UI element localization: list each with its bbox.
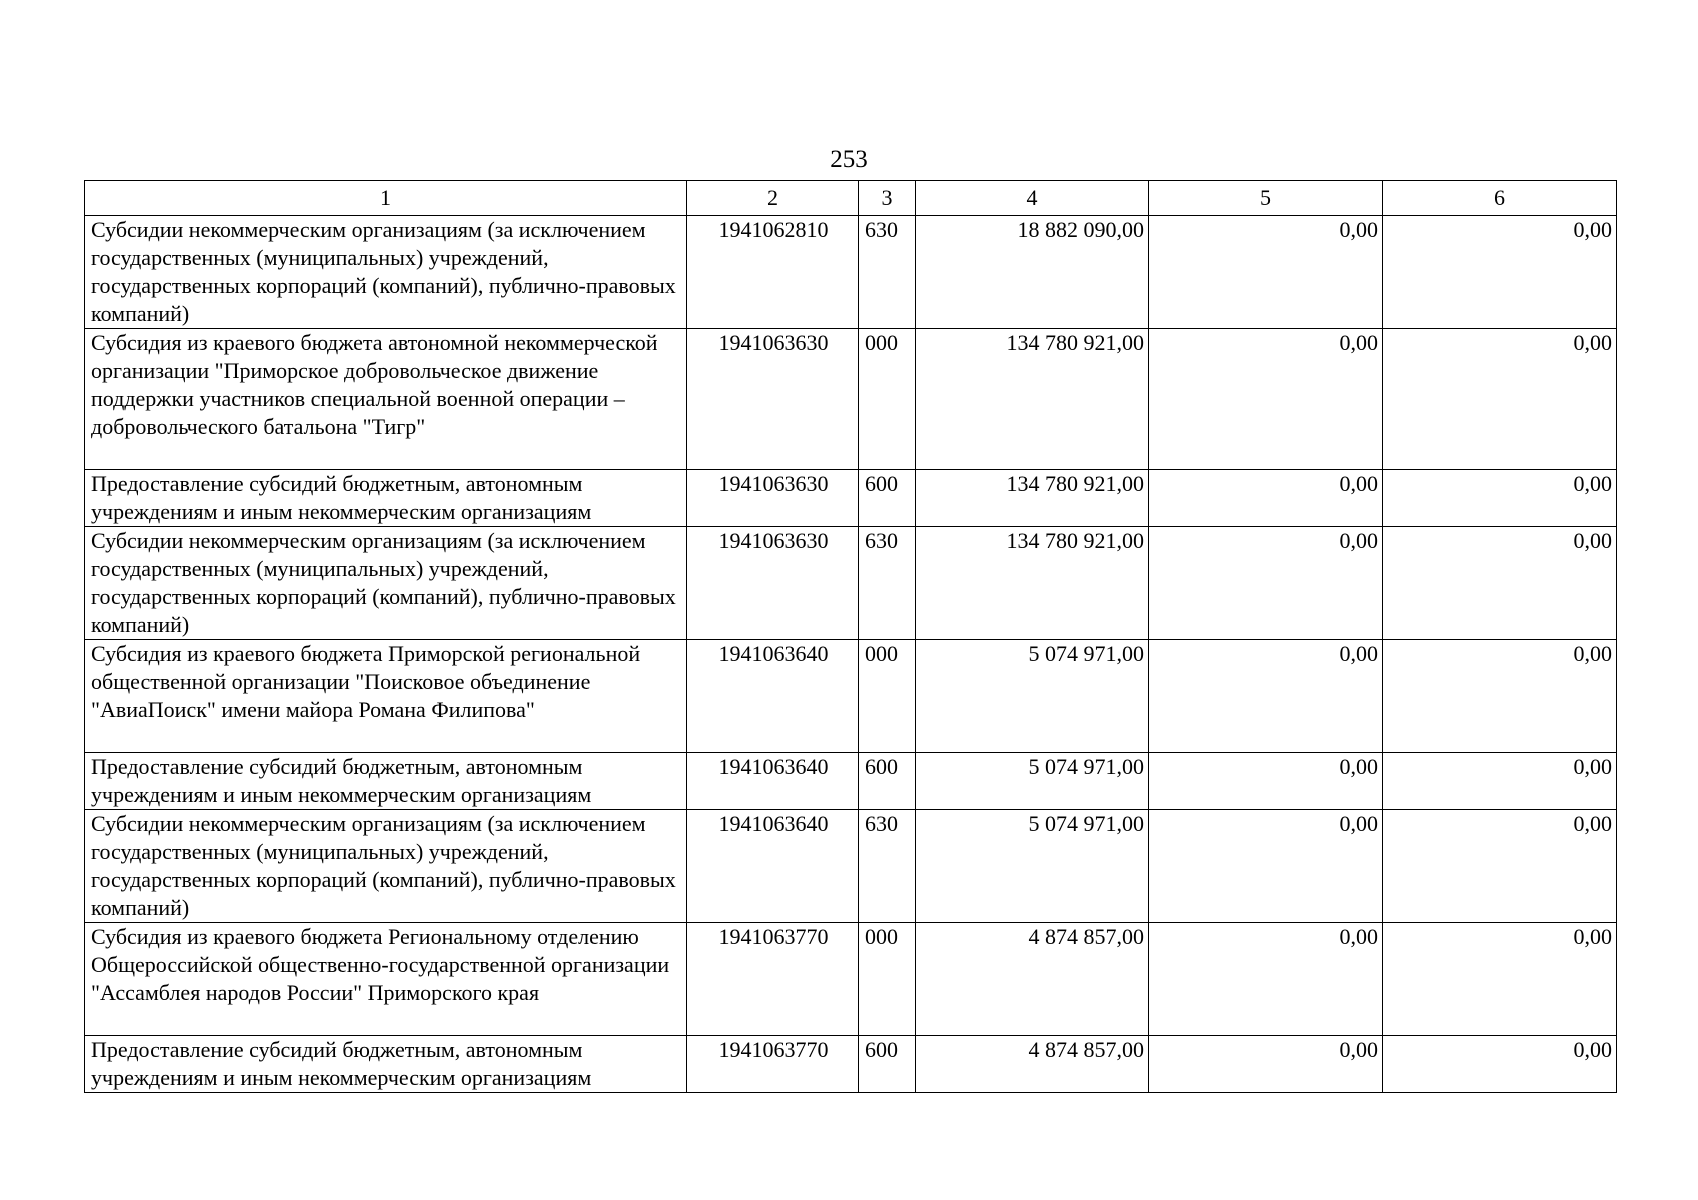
header-cell-2: 2 <box>687 181 859 216</box>
table-row <box>85 470 1617 527</box>
row-code: 1941063630 <box>687 329 859 470</box>
row-value-6: 0,00 <box>1383 527 1617 640</box>
row-expense-type: 630 <box>859 810 916 923</box>
row-code: 1941063640 <box>687 810 859 923</box>
table-row <box>85 810 1617 923</box>
row-expense-type: 600 <box>859 753 916 810</box>
header-cell-5: 5 <box>1149 181 1383 216</box>
row-name: Субсидия из краевого бюджета Региональному отделению Общероссийской общественно-государственной организации "Ассамблея народов России" Приморского края <box>85 923 687 1036</box>
row-value-6: 0,00 <box>1383 216 1617 329</box>
row-value-5: 0,00 <box>1149 216 1383 329</box>
row-value-5: 0,00 <box>1149 329 1383 470</box>
row-name: Субсидии некоммерческим организациям (за исключением государственных (муниципальных) учреждений, государственных корпораций (компаний), публично-правовых компаний) <box>85 216 687 329</box>
row-code: 1941063630 <box>687 527 859 640</box>
row-value-4: 18 882 090,00 <box>916 216 1149 329</box>
row-name: Субсидии некоммерческим организациям (за исключением государственных (муниципальных) учреждений, государственных корпораций (компаний), публично-правовых компаний) <box>85 810 687 923</box>
row-name: Субсидия из краевого бюджета Приморской региональной общественной организации "Поисковое объединение "АвиаПоиск" имени майора Романа Филипова" <box>85 640 687 753</box>
table-row <box>85 753 1617 810</box>
table-body <box>85 181 1617 1093</box>
row-expense-type: 630 <box>859 216 916 329</box>
table-row <box>85 923 1617 1036</box>
row-code: 1941063770 <box>687 1036 859 1093</box>
header-cell-1: 1 <box>85 181 687 216</box>
row-value-5: 0,00 <box>1149 1036 1383 1093</box>
row-value-5: 0,00 <box>1149 470 1383 527</box>
row-name: Предоставление субсидий бюджетным, автономным учреждениям и иным некоммерческим организациям <box>85 753 687 810</box>
row-value-4: 5 074 971,00 <box>916 640 1149 753</box>
row-value-4: 134 780 921,00 <box>916 470 1149 527</box>
row-code: 1941063640 <box>687 753 859 810</box>
header-cell-6: 6 <box>1383 181 1617 216</box>
row-value-4: 4 874 857,00 <box>916 1036 1149 1093</box>
table-row <box>85 1036 1617 1093</box>
row-value-6: 0,00 <box>1383 470 1617 527</box>
row-expense-type: 000 <box>859 923 916 1036</box>
row-name: Субсидия из краевого бюджета автономной некоммерческой организации "Приморское добровольческое движение поддержки участников специальной военной операции – добровольческого батальона "Тигр" <box>85 329 687 470</box>
row-value-5: 0,00 <box>1149 753 1383 810</box>
row-value-6: 0,00 <box>1383 753 1617 810</box>
header-cell-4: 4 <box>916 181 1149 216</box>
row-expense-type: 000 <box>859 329 916 470</box>
row-value-4: 5 074 971,00 <box>916 810 1149 923</box>
row-expense-type: 600 <box>859 470 916 527</box>
row-expense-type: 630 <box>859 527 916 640</box>
row-value-6: 0,00 <box>1383 329 1617 470</box>
row-value-5: 0,00 <box>1149 640 1383 753</box>
row-name: Предоставление субсидий бюджетным, автономным учреждениям и иным некоммерческим организациям <box>85 470 687 527</box>
row-code: 1941063770 <box>687 923 859 1036</box>
table-row <box>85 329 1617 470</box>
page-number: 253 <box>830 146 868 173</box>
table-row <box>85 527 1617 640</box>
row-name: Предоставление субсидий бюджетным, автономным учреждениям и иным некоммерческим организациям <box>85 1036 687 1093</box>
row-expense-type: 000 <box>859 640 916 753</box>
row-expense-type: 600 <box>859 1036 916 1093</box>
row-value-4: 4 874 857,00 <box>916 923 1149 1036</box>
table-row <box>85 216 1617 329</box>
table-row <box>85 640 1617 753</box>
row-value-4: 134 780 921,00 <box>916 329 1149 470</box>
row-value-5: 0,00 <box>1149 810 1383 923</box>
row-value-6: 0,00 <box>1383 810 1617 923</box>
row-code: 1941062810 <box>687 216 859 329</box>
row-name: Субсидии некоммерческим организациям (за исключением государственных (муниципальных) учреждений, государственных корпораций (компаний), публично-правовых компаний) <box>85 527 687 640</box>
row-value-5: 0,00 <box>1149 923 1383 1036</box>
row-value-6: 0,00 <box>1383 1036 1617 1093</box>
row-code: 1941063640 <box>687 640 859 753</box>
row-value-5: 0,00 <box>1149 527 1383 640</box>
row-value-6: 0,00 <box>1383 923 1617 1036</box>
row-value-4: 5 074 971,00 <box>916 753 1149 810</box>
budget-table <box>84 180 1617 1093</box>
row-value-6: 0,00 <box>1383 640 1617 753</box>
header-cell-3: 3 <box>859 181 916 216</box>
row-value-4: 134 780 921,00 <box>916 527 1149 640</box>
header-row <box>85 181 1617 216</box>
row-code: 1941063630 <box>687 470 859 527</box>
